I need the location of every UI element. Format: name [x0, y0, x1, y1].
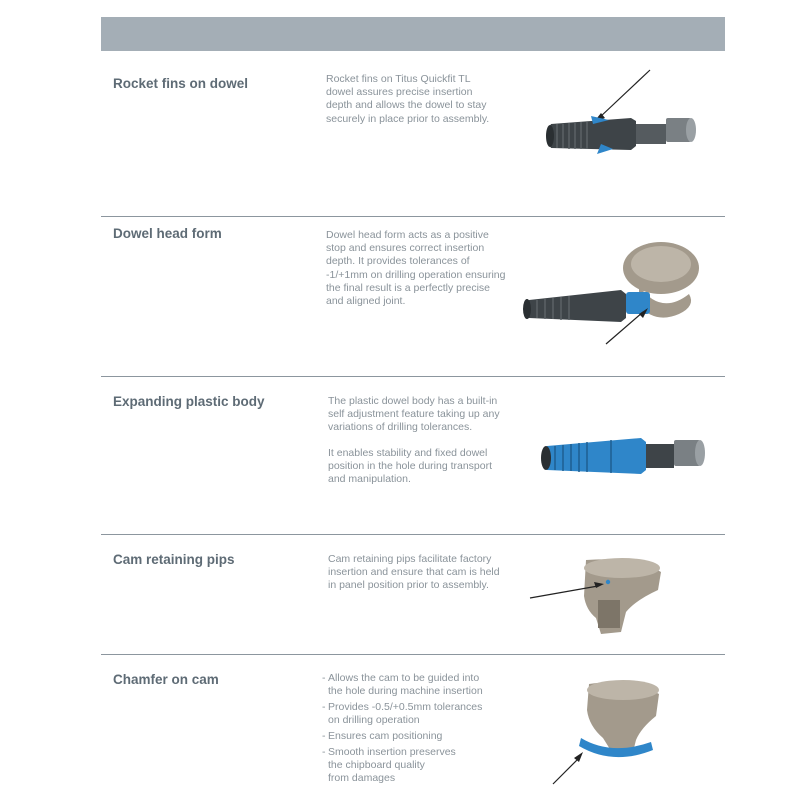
- section-title: Rocket fins on dowel: [113, 76, 249, 91]
- section-title: Cam retaining pips: [113, 552, 235, 567]
- section-title: Chamfer on cam: [113, 672, 219, 687]
- list-item: - Ensures cam positioning: [322, 729, 443, 742]
- section-expanding-body: [101, 376, 725, 534]
- section-title: Expanding plastic body: [113, 394, 265, 409]
- dowel-head-form-illustration: [521, 236, 721, 348]
- section-rocket-fins: [101, 60, 725, 216]
- dowel-expanding-body-illustration: [521, 412, 721, 492]
- section-description: The plastic dowel body has a built-in self adjustment feature taking up any variations of drilling tolerances. It enables stability and fixed dowel position in the hole during transport and manipulation.: [328, 395, 500, 486]
- section-title: Dowel head form: [113, 226, 222, 241]
- header-bar: [101, 17, 725, 51]
- dowel-rocket-fins-illustration: [521, 64, 721, 174]
- section-description: Dowel head form acts as a positive stop and ensures correct insertion depth. It provides tolerances of -1/+1mm on drilling operation ensuring the final result is a perfectly precise and aligned joint.: [326, 229, 506, 308]
- section-cam-retaining-pips: [101, 534, 725, 654]
- divider-line: [101, 534, 725, 535]
- list-item: - Smooth insertion preserves the chipboard quality from damages: [322, 745, 456, 784]
- cam-retaining-pips-illustration: [526, 552, 666, 642]
- divider-line: [101, 654, 725, 655]
- chamfer-on-cam-illustration: [541, 676, 671, 796]
- section-description: Rocket fins on Titus Quickfit TL dowel assures precise insertion depth and allows the dowel to stay securely in place prior to assembly.: [326, 73, 490, 125]
- section-chamfer-on-cam: [101, 654, 725, 800]
- section-bullet-list: [322, 672, 483, 788]
- list-item: - Allows the cam to be guided into the hole during machine insertion: [322, 672, 483, 698]
- list-item: - Provides -0.5/+0.5mm tolerances on drilling operation: [322, 700, 483, 727]
- divider-line: [101, 376, 725, 377]
- divider-line: [101, 216, 725, 217]
- section-description: Cam retaining pips facilitate factory insertion and ensure that cam is held in panel position prior to assembly.: [328, 553, 500, 592]
- section-dowel-head-form: [101, 216, 725, 376]
